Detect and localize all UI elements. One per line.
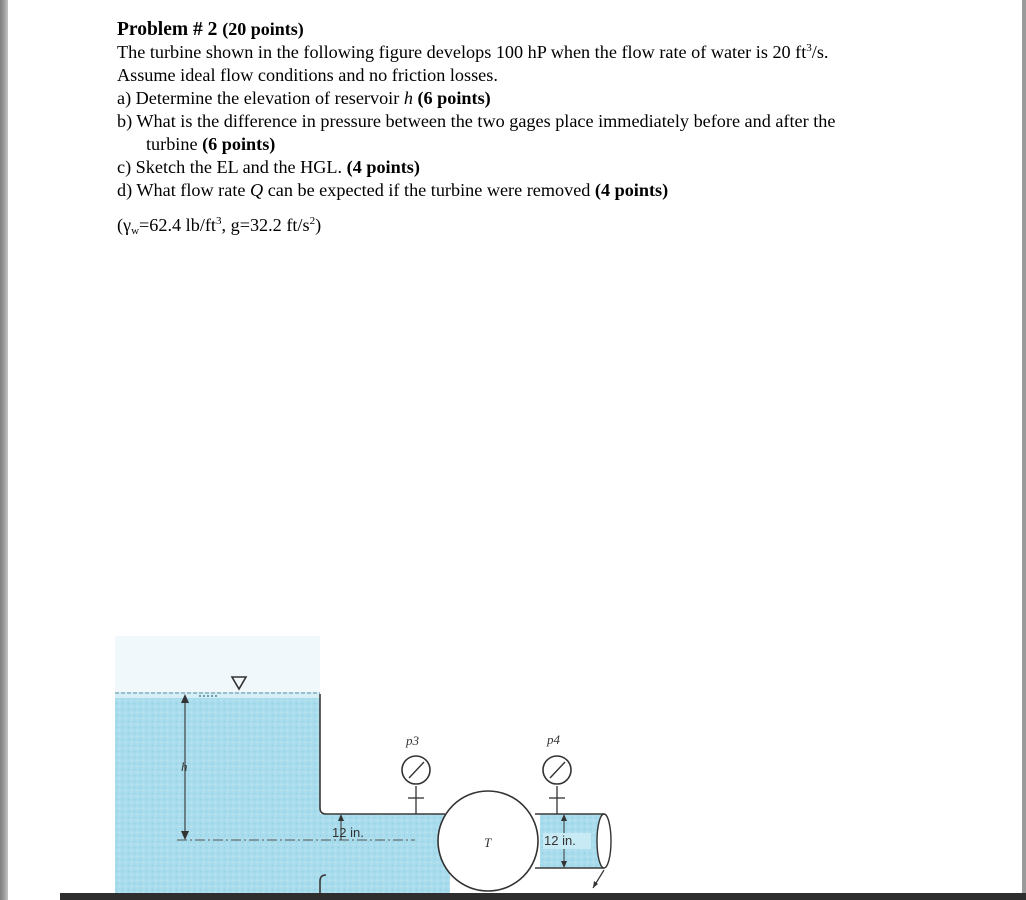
part-d: d) What flow rate Q can be expected if the turbine were removed (4 points) <box>117 180 669 200</box>
problem-title <box>117 18 977 41</box>
window-right-edge <box>1022 0 1026 900</box>
reservoir-right-wall <box>320 694 445 814</box>
part-b-continued: turbine (6 points) <box>146 134 276 154</box>
given-constants: ($\gamma_w=62.4$ $lb/ft^3$, g=32.2 $ft/s^2$) <box>117 215 322 237</box>
part-a: a) Determine the elevation of reservoir h (6 points) <box>117 88 491 108</box>
label-p3: p3 <box>406 733 419 748</box>
part-c-points: (4 points) <box>346 157 420 177</box>
label-left-pipe-diameter: 12 in. <box>332 825 364 840</box>
problem-total-points: (20 points) <box>222 19 304 39</box>
problem-text <box>117 18 977 237</box>
turbine-diagram <box>115 636 635 893</box>
outlet-jet <box>597 814 611 868</box>
reservoir-water <box>115 694 320 893</box>
label-h: h <box>181 759 188 774</box>
part-b: b) What is the difference in pressure between the two gages place immediately before and after the <box>117 111 836 131</box>
part-c: c) Sketch the EL and the HGL. (4 points) <box>117 157 420 177</box>
part-a-points: (6 points) <box>417 88 491 108</box>
problem-title-text: Problem # 2 <box>117 19 218 40</box>
window-left-edge <box>0 0 8 900</box>
figure-background <box>115 636 320 694</box>
problem-intro-line-2: Assume ideal flow conditions and no friction losses. <box>117 65 498 85</box>
label-turbine: T <box>484 835 492 850</box>
part-b-points: (6 points) <box>202 134 276 154</box>
part-d-points: (4 points) <box>594 180 669 200</box>
problem-intro-line-1: The turbine shown in the following figure develops 100 hP when the flow rate of water is 20 $ft^3/s$. <box>117 42 829 62</box>
page-bottom-edge <box>60 893 1026 900</box>
turbine-figure <box>115 636 635 893</box>
label-p4: p4 <box>547 732 560 747</box>
label-right-pipe-diameter: 12 in. <box>544 833 576 848</box>
